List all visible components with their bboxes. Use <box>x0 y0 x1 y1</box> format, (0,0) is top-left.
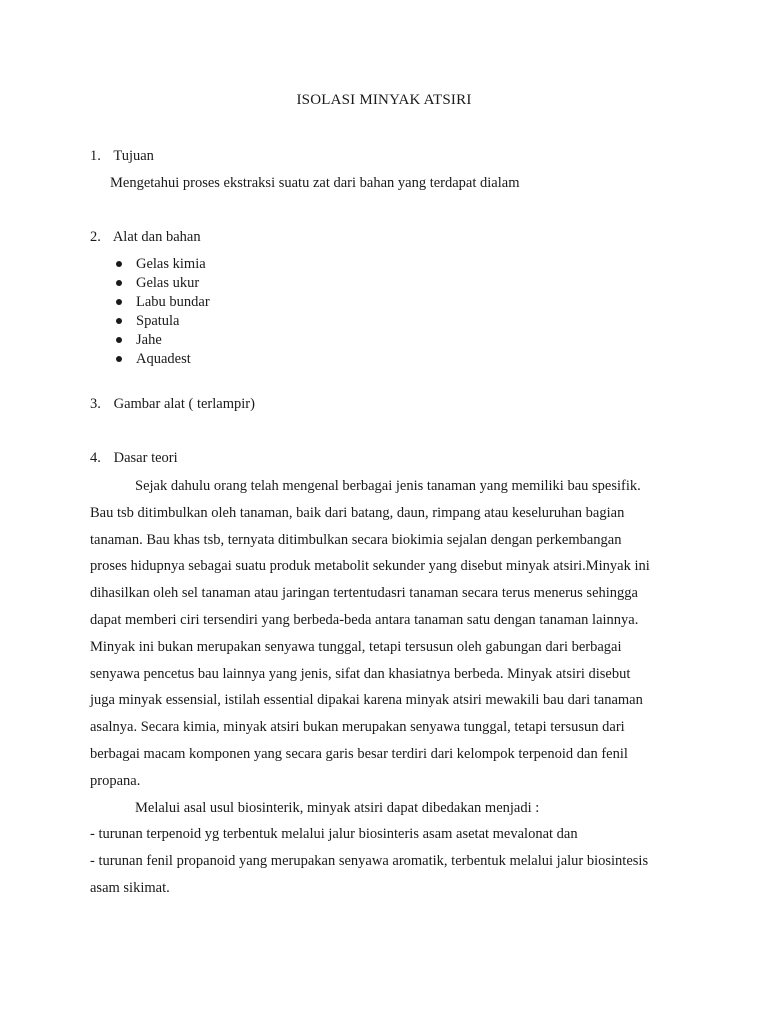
alat-bahan-list <box>110 255 210 369</box>
bullet-icon <box>116 280 122 286</box>
paragraph-line: berbagai macam komponen yang secara garis besar terdiri dari kelompok terpenoid dan fenil <box>90 745 628 762</box>
section-number: 2. <box>90 229 101 245</box>
bullet-icon <box>116 261 122 267</box>
paragraph-line: asam sikimat. <box>90 879 170 896</box>
bullet-icon <box>116 299 122 305</box>
list-item-label: Gelas kimia <box>136 256 206 272</box>
dasar-teori-body <box>90 473 672 902</box>
paragraph-line: dapat memberi ciri tersendiri yang berbeda-beda antara tanaman satu dengan tanaman lainnya. <box>90 611 639 628</box>
paragraph-line: tanaman. Bau khas tsb, ternyata ditimbulkan secara biokimia sejalan dengan perkembangan <box>90 531 622 548</box>
paragraph-line: Bau tsb ditimbulkan oleh tanaman, baik dari batang, daun, rimpang atau keseluruhan bagian <box>90 504 625 521</box>
section-title: Tujuan <box>113 148 154 164</box>
paragraph-line: Minyak ini bukan merupakan senyawa tunggal, tetapi tersusun oleh gabungan dari berbagai <box>90 638 622 655</box>
list-item-label: Spatula <box>136 313 180 329</box>
section-number: 3. <box>90 396 101 412</box>
page-title: ISOLASI MINYAK ATSIRI <box>296 92 472 108</box>
list-item <box>110 255 210 274</box>
list-item-label: Aquadest <box>136 351 191 367</box>
paragraph-line: asalnya. Secara kimia, minyak atsiri bukan merupakan senyawa tunggal, tetapi tersusun dari <box>90 719 625 736</box>
section-heading-gambar-alat <box>90 396 255 413</box>
paragraph-line: propana. <box>90 772 141 789</box>
list-item <box>110 274 210 293</box>
bullet-icon <box>116 337 122 343</box>
list-item <box>110 312 210 331</box>
paragraph-line: juga minyak essensial, istilah essential dipakai karena minyak atsiri mewakili bau dari tanaman <box>90 692 643 709</box>
tujuan-text: Mengetahui proses ekstraksi suatu zat dari bahan yang terdapat dialam <box>110 175 520 191</box>
list-item-label: Gelas ukur <box>136 275 200 291</box>
paragraph-line: dihasilkan oleh sel tanaman atau jaringan tertentudasri tanaman secara terus menerus sehingga <box>90 585 638 602</box>
section-title: Dasar teori <box>113 450 178 466</box>
list-item <box>110 331 210 350</box>
section-heading-tujuan <box>90 148 154 165</box>
section-heading-dasar-teori <box>90 450 178 467</box>
paragraph-line: proses hidupnya sebagai suatu produk metabolit sekunder yang disebut minyak atsiri.Minyak ini <box>90 558 650 575</box>
section-title: Alat dan bahan <box>112 229 201 245</box>
section-heading-alat-bahan <box>90 229 201 246</box>
section-title: Gambar alat ( terlampir) <box>113 396 255 412</box>
list-item <box>110 350 210 369</box>
paragraph-line: senyawa pencetus bau lainnya yang jenis, sifat dan khasiatnya berbeda. Minyak atsiri disebut <box>90 665 631 682</box>
paragraph-line: - turunan terpenoid yg terbentuk melalui jalur biosinteris asam asetat mevalonat dan <box>90 826 578 843</box>
paragraph-line: Sejak dahulu orang telah mengenal berbagai jenis tanaman yang memiliki bau spesifik. <box>135 478 641 494</box>
list-item-label: Jahe <box>136 332 162 348</box>
list-item <box>110 293 210 312</box>
paragraph-line: Melalui asal usul biosinterik, minyak atsiri dapat dibedakan menjadi : <box>135 799 540 816</box>
section-number: 1. <box>90 148 101 164</box>
bullet-icon <box>116 356 122 362</box>
section-number: 4. <box>90 450 101 466</box>
list-item-label: Labu bundar <box>136 294 210 310</box>
paragraph-line: - turunan fenil propanoid yang merupakan senyawa aromatik, terbentuk melalui jalur biosintesis <box>90 853 649 870</box>
bullet-icon <box>116 318 122 324</box>
